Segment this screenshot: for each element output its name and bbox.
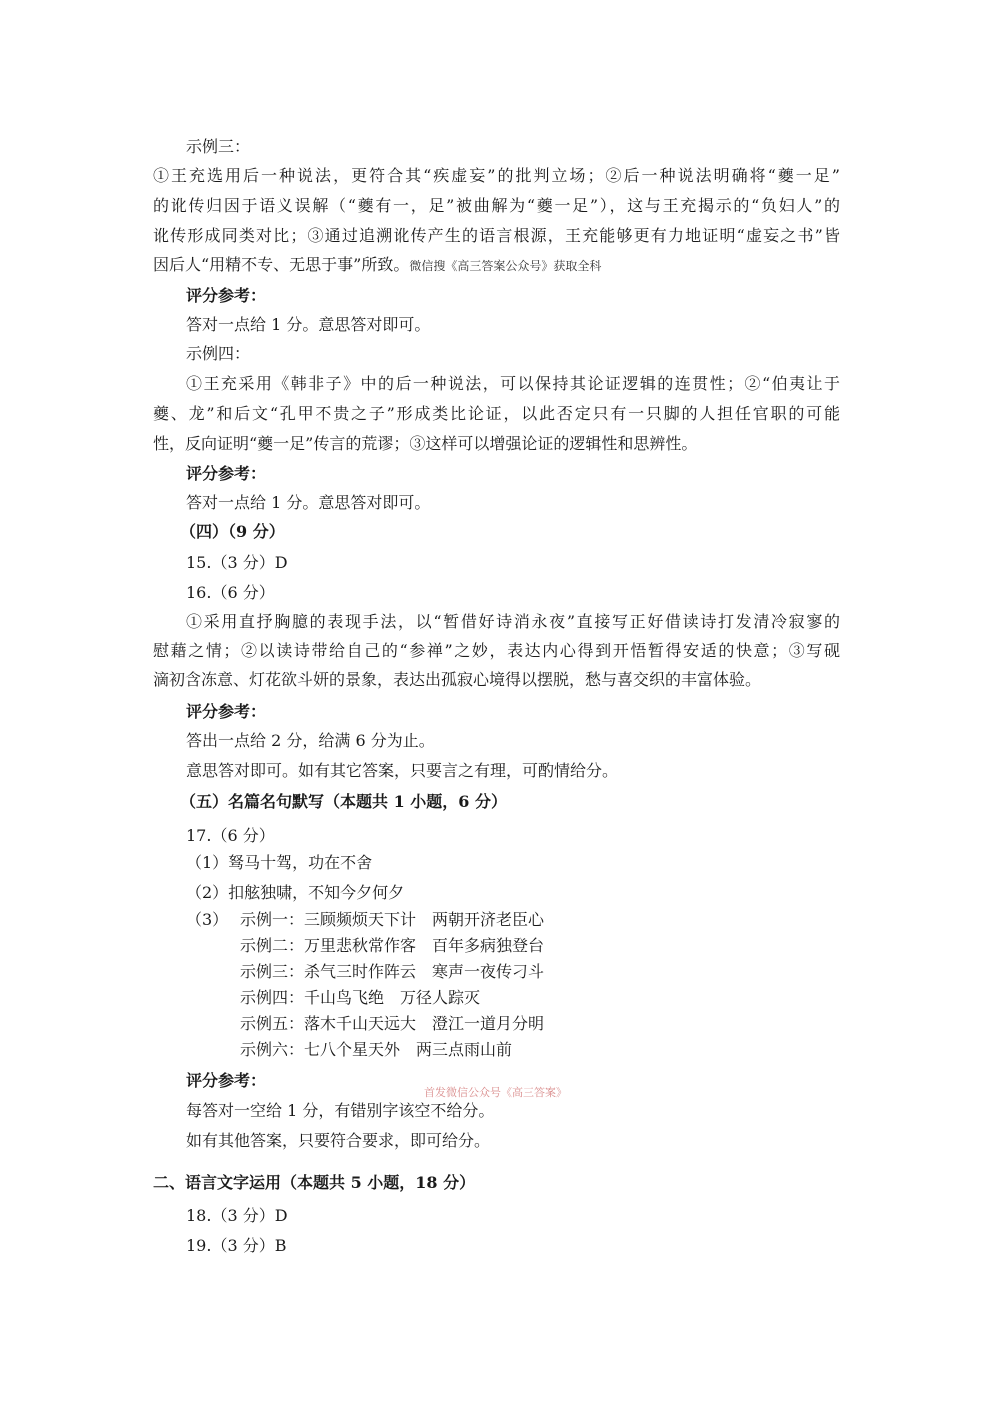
score-reference-text-3b: 意思答对即可。如有其它答案，只要言之有理，可酌情给分。 bbox=[186, 761, 619, 780]
q16-answer-line-3: 滴初含冻意、灯花欲斗妍的景象，表达出孤寂心境得以摆脱，愁与喜交织的丰富体验。 bbox=[153, 670, 762, 689]
watermark-red: 首发微信公众号《高三答案》 bbox=[424, 1086, 567, 1099]
score-reference-text-4b: 如有其他答案，只要符合要求，即可给分。 bbox=[186, 1131, 491, 1150]
section-5-heading: （五）名篇名句默写（本题共 1 小题，6 分） bbox=[180, 792, 507, 811]
example-3-label: 示例三： bbox=[186, 137, 251, 156]
question-15: 15.（3 分）D bbox=[186, 553, 288, 572]
score-reference-text-1: 答对一点给 1 分。意思答对即可。 bbox=[186, 315, 431, 334]
score-reference-text-3a: 答出一点给 2 分，给满 6 分为止。 bbox=[186, 731, 435, 750]
score-reference-text-2: 答对一点给 1 分。意思答对即可。 bbox=[186, 493, 431, 512]
score-reference-label-1: 评分参考： bbox=[186, 286, 267, 305]
q16-answer-line-1: ①采用直抒胸臆的表现手法，以“暂借好诗消永夜”直接写正好借读诗打发清冷寂寥的 bbox=[186, 612, 840, 631]
q17-example-1-text: 三顾频烦天下计 两朝开济老臣心 bbox=[304, 910, 545, 929]
example-4-label: 示例四： bbox=[186, 344, 251, 363]
example-3-line-2: 的讹传归因于语义误解（“夔有一，足”被曲解为“夔一足”），这与王充揭示的“负妇人”的 bbox=[153, 196, 840, 215]
q17-example-6 bbox=[240, 1040, 512, 1060]
q17-example-5 bbox=[240, 1014, 544, 1034]
q16-answer-line-2: 慰藉之情；②以读诗带给自己的“参禅”之妙，表达内心得到开悟暂得安适的快意；③写砚 bbox=[153, 641, 840, 660]
example-3-line-4-text: 因后人“用精不专、无思于事”所致。 bbox=[153, 255, 410, 274]
q17-example-6-label: 示例六： bbox=[240, 1040, 305, 1059]
score-reference-label-4: 评分参考： bbox=[186, 1071, 267, 1090]
q17-answer-3-label: （3） bbox=[186, 910, 229, 929]
q17-example-2-label: 示例二： bbox=[240, 936, 305, 955]
example-3-line-1: ①王充选用后一种说法，更符合其“疾虚妄”的批判立场；②后一种说法明确将“夔一足” bbox=[153, 166, 840, 185]
q17-example-4-label: 示例四： bbox=[240, 988, 305, 1007]
q17-example-2 bbox=[240, 936, 544, 956]
example-4-line-2: 夔、龙”和后文“孔甲不贵之子”形成类比论证，以此否定只有一只脚的人担任官职的可能 bbox=[153, 404, 840, 423]
q17-example-3 bbox=[240, 962, 544, 982]
example-3-line-4 bbox=[153, 255, 601, 276]
q17-example-6-text: 七八个星天外 两三点雨山前 bbox=[304, 1040, 513, 1059]
q17-example-1 bbox=[240, 910, 544, 930]
watermark-inline: 微信搜《高三答案公众号》获取全科 bbox=[409, 259, 602, 273]
question-18: 18.（3 分）D bbox=[186, 1206, 288, 1225]
score-reference-text-4a: 每答对一空给 1 分，有错别字该空不给分。 bbox=[186, 1101, 495, 1120]
q17-example-5-label: 示例五： bbox=[240, 1014, 305, 1033]
question-17: 17.（6 分） bbox=[186, 826, 275, 845]
q17-example-4-text: 千山鸟飞绝 万径人踪灭 bbox=[304, 988, 481, 1007]
part-2-heading: 二、语言文字运用（本题共 5 小题，18 分） bbox=[153, 1173, 476, 1192]
q17-example-3-text: 杀气三时作阵云 寒声一夜传刁斗 bbox=[304, 962, 545, 981]
q17-answer-2: （2）扣舷独啸，不知今夕何夕 bbox=[186, 883, 405, 902]
q17-example-5-text: 落木千山天远大 澄江一道月分明 bbox=[304, 1014, 545, 1033]
score-reference-label-3: 评分参考： bbox=[186, 702, 267, 721]
q17-answer-1: （1）驽马十驾，功在不舍 bbox=[186, 853, 373, 872]
q17-example-1-label: 示例一： bbox=[240, 910, 305, 929]
q17-example-2-text: 万里悲秋常作客 百年多病独登台 bbox=[304, 936, 545, 955]
section-4-heading: （四）（9 分） bbox=[180, 522, 285, 541]
question-16: 16.（6 分） bbox=[186, 583, 275, 602]
example-3-line-3: 讹传形成同类对比；③通过追溯讹传产生的语言根源，王充能够更有力地证明“虚妄之书”皆 bbox=[153, 226, 840, 245]
q17-example-4 bbox=[240, 988, 480, 1008]
example-4-line-1: ①王充采用《韩非子》中的后一种说法，可以保持其论证逻辑的连贯性；②“伯夷让于 bbox=[186, 374, 840, 393]
q17-example-3-label: 示例三： bbox=[240, 962, 305, 981]
question-19: 19.（3 分）B bbox=[186, 1236, 287, 1255]
score-reference-label-2: 评分参考： bbox=[186, 464, 267, 483]
example-4-line-3: 性，反向证明“夔一足”传言的荒谬；③这样可以增强论证的逻辑性和思辨性。 bbox=[153, 434, 698, 453]
